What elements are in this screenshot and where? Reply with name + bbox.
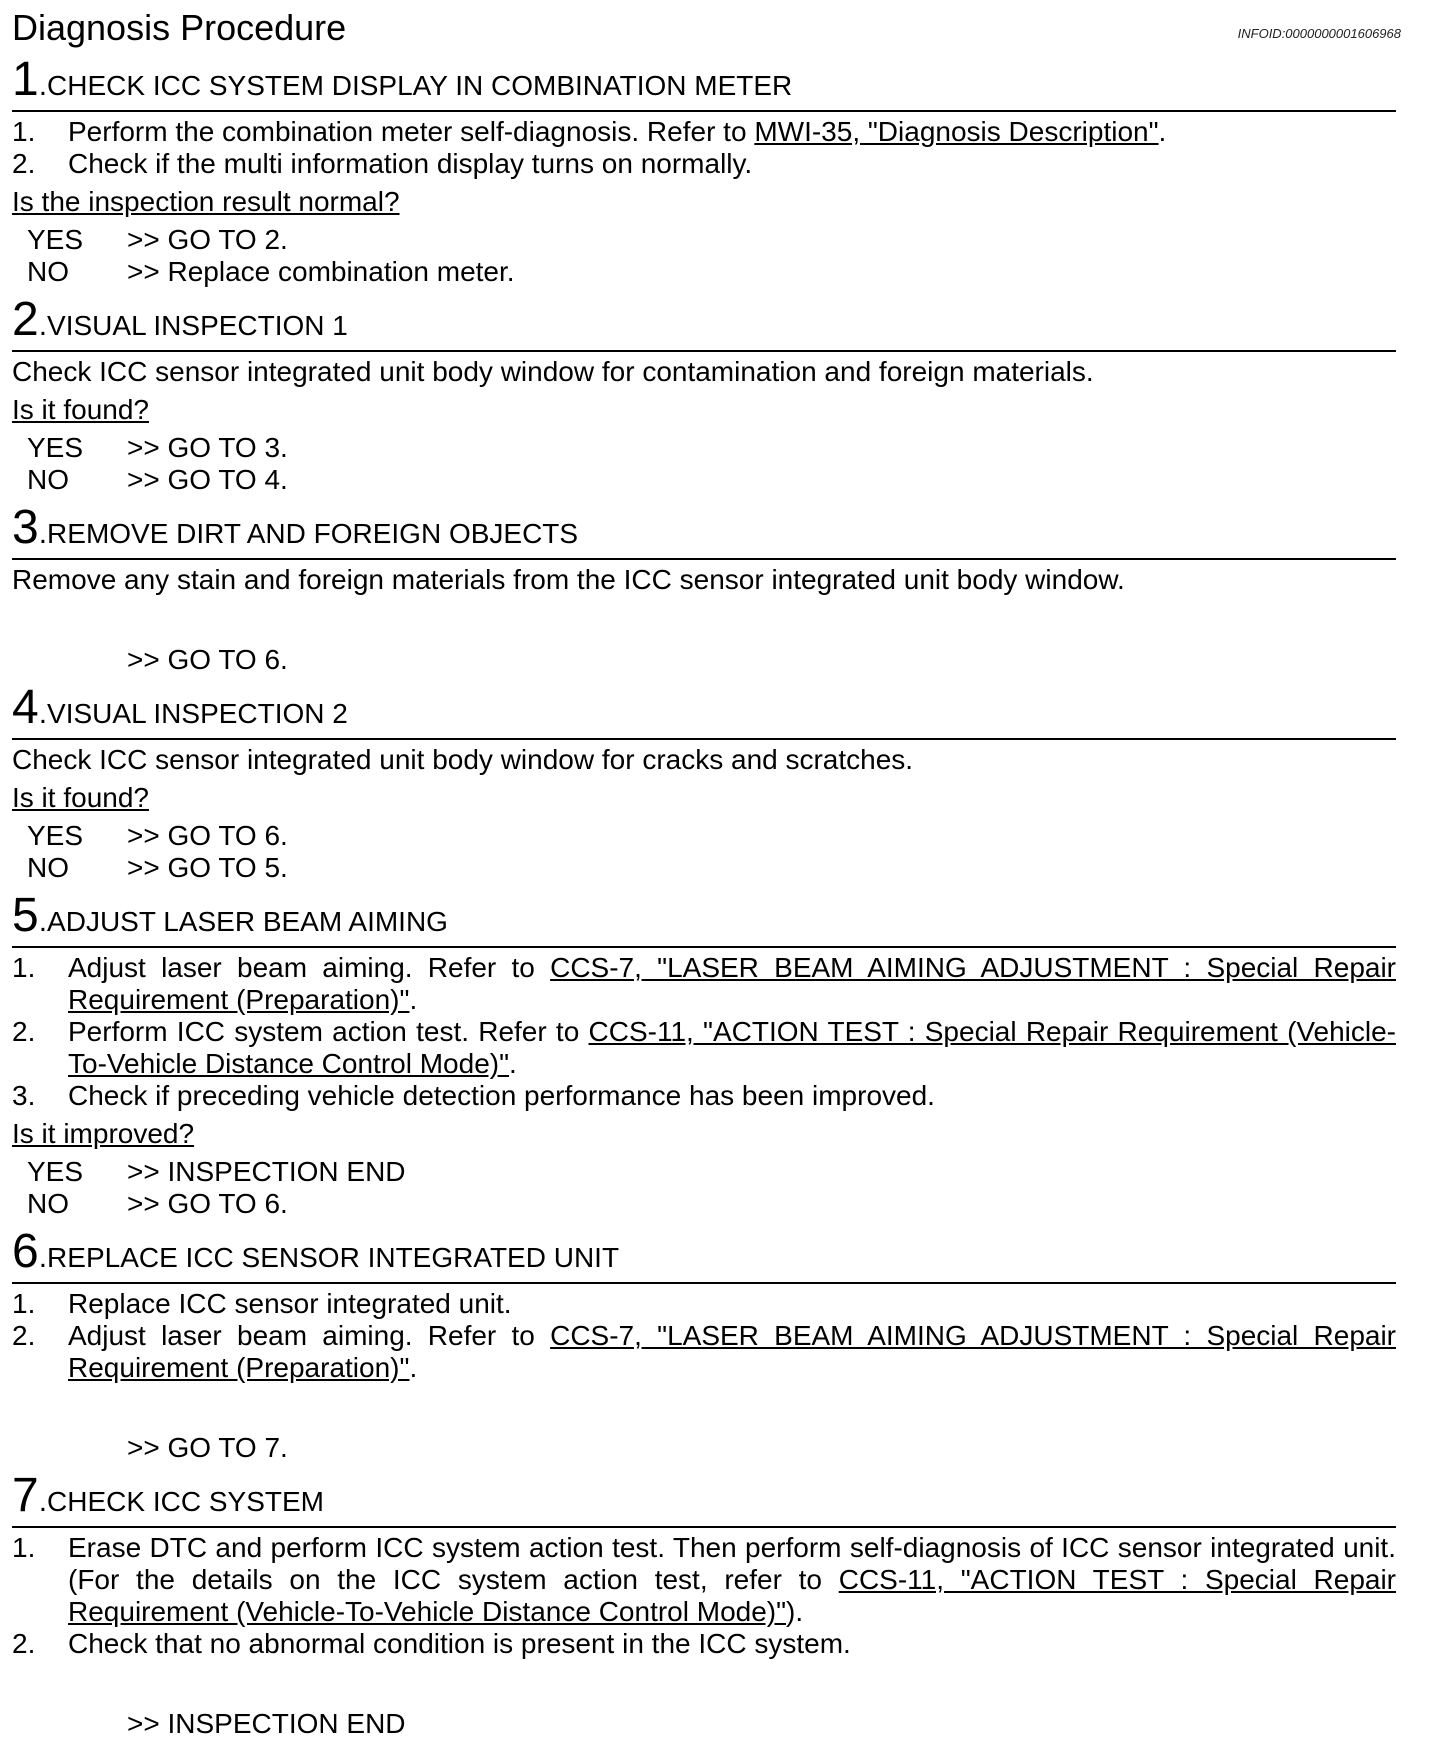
step-heading — [12, 681, 1396, 740]
step-heading — [12, 293, 1396, 352]
item-text-pre: Adjust laser beam aiming. Refer to — [68, 1320, 551, 1351]
item-text-pre: Erase DTC and perform ICC system action test. Then perform self-diagnosis of ICC sensor integrated unit. (For the details on the ICC system action test, refer to — [68, 1532, 1396, 1595]
step-5 — [12, 889, 1397, 1220]
step-number: 6 — [12, 1225, 39, 1278]
info-id: INFOID:0000000001606968 — [1237, 26, 1401, 41]
step-number: 3 — [12, 501, 39, 554]
answer-list — [12, 432, 1396, 496]
inspection-question: Is it found? — [12, 394, 149, 425]
steps-container — [12, 53, 1397, 1740]
answer-key: YES — [27, 1156, 84, 1187]
step-title: CHECK ICC SYSTEM — [47, 1486, 324, 1517]
item-text-pre: Check if preceding vehicle detection performance has been improved. — [68, 1080, 935, 1111]
step-number: 7 — [12, 1469, 39, 1522]
answer-row — [12, 432, 1396, 464]
answer-row — [12, 852, 1396, 884]
answer-row — [12, 224, 1396, 256]
answer-row — [12, 256, 1396, 288]
answer-key: YES — [27, 820, 84, 851]
answer-key: YES — [27, 432, 84, 463]
answer-row — [12, 820, 1396, 852]
list-item — [12, 148, 1396, 180]
list-item-number: 1. — [12, 952, 36, 983]
item-text-post: . — [409, 984, 418, 1015]
page-title: Diagnosis Procedure — [12, 7, 347, 48]
list-item-text — [68, 1080, 1396, 1112]
answer-key: NO — [27, 1188, 69, 1219]
list-item-number: 2. — [12, 1320, 36, 1351]
answer-key: YES — [27, 224, 84, 255]
item-text-pre: Perform the combination meter self-diagnosis. Refer to — [68, 116, 755, 147]
reference-link[interactable]: MWI-35, "Diagnosis Description" — [754, 116, 1159, 147]
list-item-number: 2. — [12, 148, 36, 179]
answer-action: >> GO TO 5. — [127, 852, 288, 883]
step-number-dot: . — [38, 1241, 48, 1274]
step-number-dot: . — [38, 309, 48, 342]
item-text-pre: Replace ICC sensor integrated unit. — [68, 1288, 512, 1319]
answer-list — [12, 224, 1396, 288]
reference-link[interactable]: CCS-11, "ACTION TEST : Special Repair Requirement (Vehicle-To-Vehicle Distance Control Mode)" — [68, 1564, 1397, 1627]
step-2 — [12, 293, 1396, 496]
answer-action: >> GO TO 2. — [127, 224, 288, 255]
step-title: VISUAL INSPECTION 1 — [47, 310, 348, 341]
step-heading — [12, 53, 1396, 112]
step-title: CHECK ICC SYSTEM DISPLAY IN COMBINATION METER — [47, 70, 793, 101]
step-heading — [12, 1225, 1396, 1284]
step-number: 5 — [12, 889, 39, 942]
answer-list — [12, 1156, 1396, 1220]
next-step-directive: >> INSPECTION END — [127, 1708, 406, 1739]
step-instruction: Check ICC sensor integrated unit body window for cracks and scratches. — [12, 744, 914, 775]
answer-key: NO — [27, 464, 69, 495]
list-item-number: 1. — [12, 1288, 36, 1319]
item-text-pre: Check that no abnormal condition is present in the ICC system. — [68, 1628, 851, 1659]
next-step-directive: >> GO TO 6. — [127, 644, 288, 675]
list-item-text — [68, 1288, 1396, 1320]
list-item-number: 2. — [12, 1628, 36, 1659]
answer-action: >> GO TO 6. — [127, 820, 288, 851]
list-item — [12, 1320, 1396, 1384]
step-item-list — [12, 952, 1396, 1112]
item-text-post: . — [509, 1048, 517, 1079]
list-item-number: 1. — [12, 116, 36, 147]
step-number: 2 — [12, 293, 39, 346]
list-item-text — [68, 952, 1396, 1016]
inspection-question: Is it found? — [12, 782, 149, 813]
answer-list — [12, 820, 1396, 884]
list-item — [12, 1288, 1396, 1320]
step-6 — [12, 1225, 1397, 1464]
step-number-dot: . — [38, 517, 48, 550]
item-text-pre: Check if the multi information display turns on normally. — [68, 148, 753, 179]
list-item — [12, 1532, 1396, 1628]
step-title: REPLACE ICC SENSOR INTEGRATED UNIT — [47, 1242, 620, 1273]
step-3 — [12, 501, 1396, 676]
step-7 — [12, 1469, 1397, 1740]
step-number-dot: . — [38, 905, 48, 938]
answer-action: >> INSPECTION END — [127, 1156, 406, 1187]
list-item-text — [68, 1016, 1396, 1080]
item-text-post: ). — [786, 1596, 804, 1627]
inspection-question: Is it improved? — [12, 1118, 195, 1149]
answer-action: >> GO TO 4. — [127, 464, 288, 495]
item-text-post: . — [1158, 116, 1167, 147]
header — [12, 4, 1401, 48]
item-text-post: . — [409, 1352, 418, 1383]
answer-row — [12, 1188, 1396, 1220]
step-heading — [12, 1469, 1396, 1528]
answer-action: >> GO TO 3. — [127, 432, 288, 463]
answer-row — [12, 1156, 1396, 1188]
list-item-number: 3. — [12, 1080, 36, 1111]
step-number-dot: . — [38, 1485, 48, 1518]
step-title: ADJUST LASER BEAM AIMING — [47, 906, 448, 937]
reference-link[interactable]: CCS-7, "LASER BEAM AIMING ADJUSTMENT : Special Repair Requirement (Preparation)" — [68, 1320, 1397, 1383]
answer-key: NO — [27, 852, 69, 883]
list-item-text — [68, 148, 1396, 180]
list-item — [12, 1080, 1396, 1112]
list-item — [12, 1628, 1396, 1660]
item-text-pre: Adjust laser beam aiming. Refer to — [68, 952, 551, 983]
answer-action: >> Replace combination meter. — [127, 256, 515, 287]
list-item-number: 1. — [12, 1532, 36, 1563]
step-instruction: Check ICC sensor integrated unit body window for contamination and foreign materials. — [12, 356, 1094, 387]
list-item — [12, 1016, 1396, 1080]
list-item-text — [68, 1320, 1396, 1384]
step-title: VISUAL INSPECTION 2 — [47, 698, 348, 729]
item-text-pre: Perform ICC system action test. Refer to — [68, 1016, 589, 1047]
step-heading — [12, 501, 1396, 560]
step-heading — [12, 889, 1396, 948]
next-step-directive: >> GO TO 7. — [127, 1432, 288, 1463]
step-1 — [12, 53, 1396, 288]
step-title: REMOVE DIRT AND FOREIGN OBJECTS — [47, 518, 579, 549]
list-item-number: 2. — [12, 1016, 36, 1047]
list-item — [12, 116, 1396, 148]
step-number: 1 — [12, 53, 39, 106]
step-instruction: Remove any stain and foreign materials from the ICC sensor integrated unit body window. — [12, 564, 1125, 595]
reference-link[interactable]: CCS-7, "LASER BEAM AIMING ADJUSTMENT : Special Repair Requirement (Preparation)" — [68, 952, 1397, 1015]
step-item-list — [12, 116, 1396, 180]
list-item-text — [68, 1532, 1396, 1628]
list-item-text — [68, 1628, 1396, 1660]
step-4 — [12, 681, 1396, 884]
answer-key: NO — [27, 256, 69, 287]
list-item-text — [68, 116, 1396, 148]
inspection-question: Is the inspection result normal? — [12, 186, 400, 217]
step-number-dot: . — [38, 69, 48, 102]
reference-link[interactable]: CCS-11, "ACTION TEST : Special Repair Requirement (Vehicle-To-Vehicle Distance Control Mode)" — [68, 1016, 1397, 1079]
step-item-list — [12, 1288, 1396, 1384]
step-item-list — [12, 1532, 1396, 1660]
list-item — [12, 952, 1396, 1016]
step-number-dot: . — [38, 697, 48, 730]
step-number: 4 — [12, 681, 39, 734]
answer-action: >> GO TO 6. — [127, 1188, 288, 1219]
answer-row — [12, 464, 1396, 496]
